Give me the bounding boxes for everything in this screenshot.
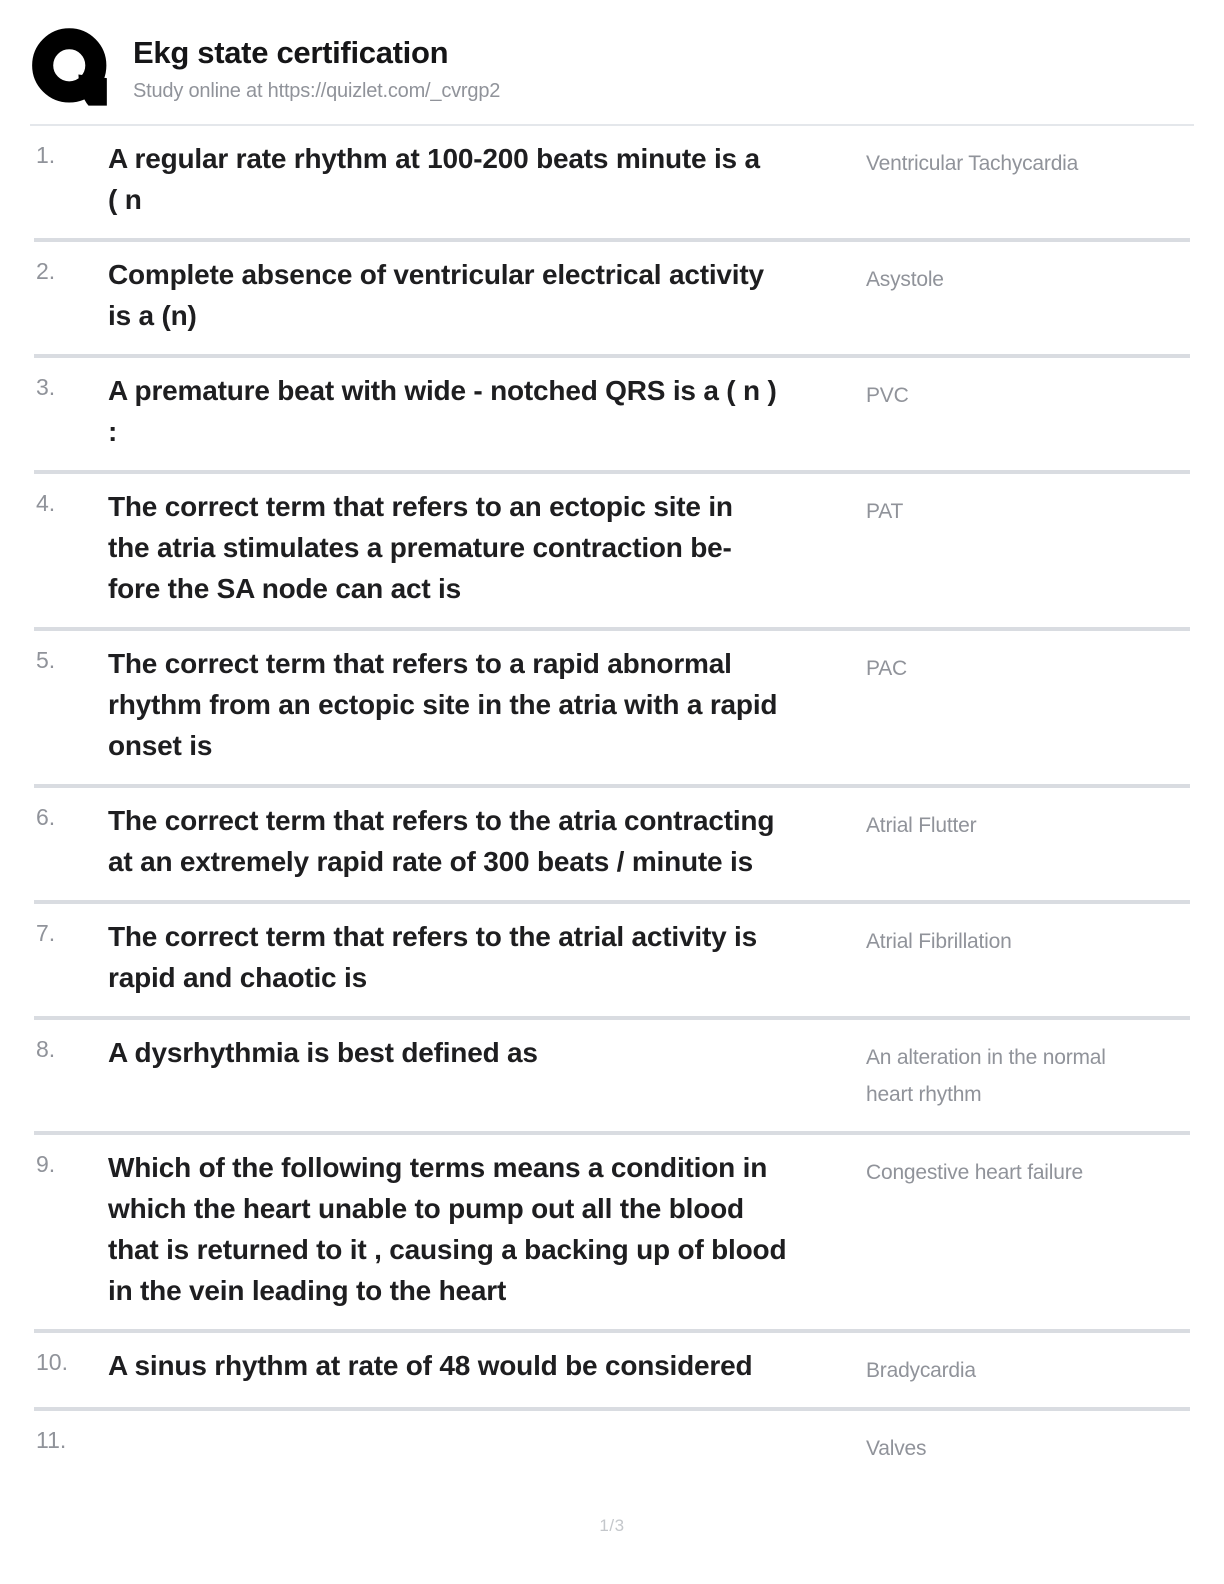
answer-line: Ventricular Tachycardia — [866, 152, 1079, 175]
answer-line: PAC — [866, 657, 908, 680]
question-text — [108, 370, 866, 452]
question-line: The correct term that refers to a rapid abnormal — [108, 648, 732, 679]
question-line: : — [108, 416, 118, 447]
question-text — [108, 1147, 866, 1311]
answer-line: Congestive heart failure — [866, 1161, 1083, 1184]
question-number: 2. — [36, 258, 56, 284]
question-line: at an extremely rapid rate of 300 beats / minute is — [108, 846, 753, 877]
page-number: 1/3 — [599, 1516, 625, 1535]
qa-row-6 — [34, 784, 1190, 900]
qa-row-7 — [34, 900, 1190, 1016]
question-line: Complete absence of ventricular electrical activity — [108, 259, 764, 290]
answer-text — [866, 1147, 1190, 1311]
question-number: 7. — [36, 920, 56, 946]
qa-row-1 — [34, 126, 1190, 238]
answer-line: An alteration in the normal — [866, 1046, 1106, 1069]
question-line: is a (n) — [108, 300, 197, 331]
answer-text — [866, 138, 1190, 220]
quizlet-logo-icon — [28, 25, 116, 113]
question-line: the atria stimulates a premature contraction be- — [108, 532, 732, 563]
header — [0, 0, 1224, 124]
answer-text — [866, 486, 1190, 609]
answer-line: heart rhythm — [866, 1083, 982, 1106]
question-text — [108, 486, 866, 609]
question-line: that is returned to it , causing a backing up of blood — [108, 1234, 787, 1265]
qa-row-8 — [34, 1016, 1190, 1131]
question-number: 6. — [36, 804, 56, 830]
answer-text — [866, 370, 1190, 452]
page-title: Ekg state certification — [133, 35, 449, 70]
question-line: in the vein leading to the heart — [108, 1275, 507, 1306]
answer-line: PAT — [866, 500, 904, 523]
answer-line: Bradycardia — [866, 1359, 976, 1382]
question-line: The correct term that refers to an ectopic site in — [108, 491, 733, 522]
header-text — [133, 35, 500, 103]
question-text — [108, 916, 866, 998]
qa-row-9 — [34, 1131, 1190, 1329]
question-text — [108, 800, 866, 882]
answer-text — [866, 1423, 1190, 1467]
question-number: 8. — [36, 1036, 56, 1062]
question-text — [108, 1423, 866, 1467]
answer-line: Atrial Flutter — [866, 814, 977, 837]
question-line: A dysrhythmia is best defined as — [108, 1037, 538, 1068]
question-line: The correct term that refers to the atria contracting — [108, 805, 775, 836]
answer-text — [866, 1345, 1190, 1389]
page-footer — [0, 1516, 1224, 1536]
answer-line: Atrial Fibrillation — [866, 930, 1012, 953]
qa-row-5 — [34, 627, 1190, 784]
question-number: 9. — [36, 1151, 56, 1177]
question-line: fore the SA node can act is — [108, 573, 461, 604]
question-number: 5. — [36, 647, 56, 673]
question-line: which the heart unable to pump out all the blood — [108, 1193, 744, 1224]
question-text — [108, 1345, 866, 1389]
answer-text — [866, 254, 1190, 336]
question-number: 11. — [36, 1427, 67, 1453]
answer-line: Asystole — [866, 268, 944, 291]
qa-row-2 — [34, 238, 1190, 354]
answer-line: Valves — [866, 1437, 927, 1460]
qa-row-10 — [34, 1329, 1190, 1407]
question-line: ( n — [108, 184, 142, 215]
question-line: The correct term that refers to the atrial activity is — [108, 921, 757, 952]
answer-text — [866, 916, 1190, 998]
question-text — [108, 138, 866, 220]
question-line: A sinus rhythm at rate of 48 would be considered — [108, 1350, 753, 1381]
question-line: A premature beat with wide - notched QRS is a ( n ) — [108, 375, 777, 406]
question-line: Which of the following terms means a condition in — [108, 1152, 768, 1183]
question-line: A regular rate rhythm at 100-200 beats minute is a — [108, 143, 760, 174]
question-number: 10. — [36, 1349, 68, 1375]
qa-list — [34, 126, 1190, 1485]
question-line: rhythm from an ectopic site in the atria with a rapid — [108, 689, 778, 720]
answer-text — [866, 800, 1190, 882]
answer-text — [866, 643, 1190, 766]
study-online-link: Study online at https://quizlet.com/_cvrgp2 — [133, 80, 501, 102]
answer-text — [866, 1032, 1190, 1113]
question-number: 3. — [36, 374, 56, 400]
qa-row-4 — [34, 470, 1190, 627]
qa-row-3 — [34, 354, 1190, 470]
question-text — [108, 1032, 866, 1113]
question-text — [108, 254, 866, 336]
question-text — [108, 643, 866, 766]
question-number: 4. — [36, 490, 56, 516]
question-line: rapid and chaotic is — [108, 962, 367, 993]
question-number: 1. — [36, 142, 56, 168]
question-line: onset is — [108, 730, 213, 761]
qa-row-11 — [34, 1407, 1190, 1485]
answer-line: PVC — [866, 384, 909, 407]
